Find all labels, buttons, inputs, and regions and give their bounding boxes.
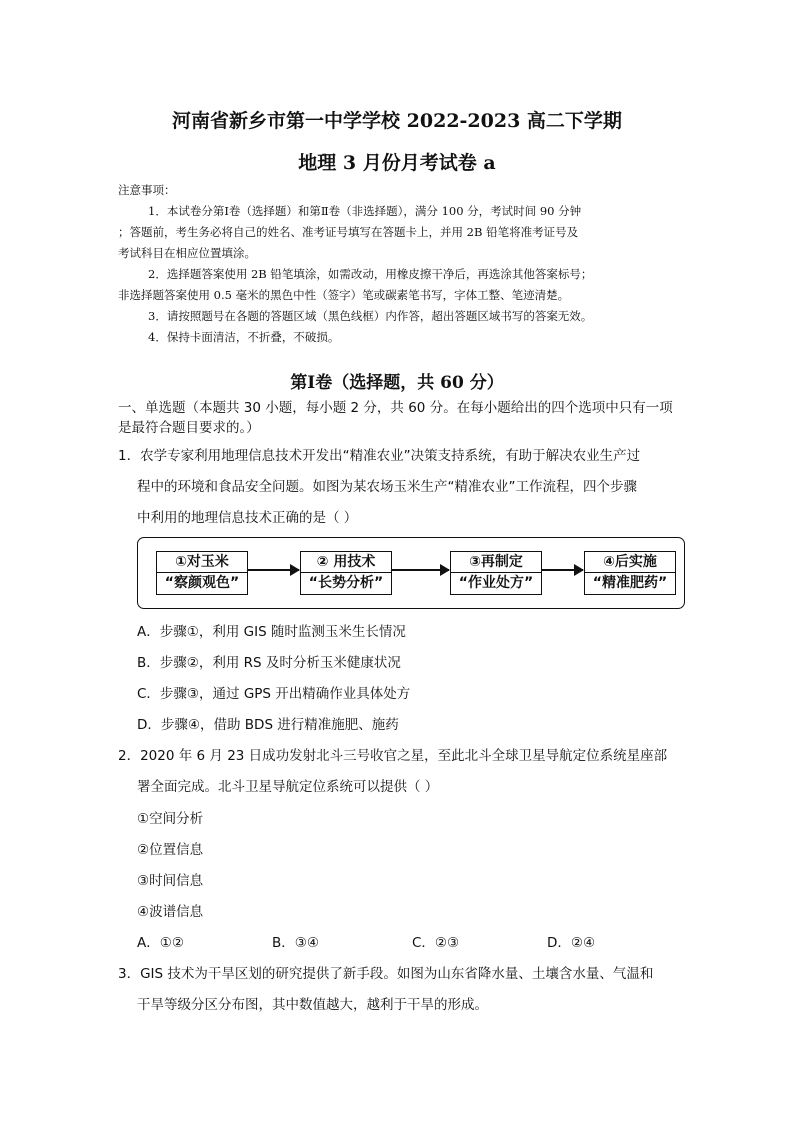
title-line-2: 地理 3 月份月考试卷 a (298, 152, 496, 174)
notes-item-4: 4．保持卡面清洁，不折叠，不破损。 (148, 330, 340, 344)
flow-step-2-bottom: “长势分析” (308, 575, 384, 591)
q2-line-1: 2．2020 年 6 月 23 日成功发射北斗三号收官之星，至此北斗全球卫星导航定位系统星座部 (118, 748, 668, 764)
flow-step-1 (156, 551, 248, 595)
q2-item-1: ①空间分析 (137, 811, 204, 827)
flow-step-3 (450, 551, 542, 595)
q3-line-1: 3．GIS 技术为干旱区划的研究提供了新手段。如图为山东省降水量、土壤含水量、气温和 (118, 966, 654, 982)
section-title: 第Ⅰ卷（选择题，共 60 分） (290, 373, 504, 393)
flow-step-2-top: ② 用技术 (301, 552, 391, 573)
flow-arrow-2 (392, 569, 449, 571)
part1-line-1: 一、单选题（本题共 30 小题，每小题 2 分，共 60 分。在每小题给出的四个选项中只有一项 (118, 400, 673, 416)
q2-option-a: A．①② (137, 935, 184, 951)
notes-item-3: 3．请按照题号在各题的答题区域（黑色线框）内作答，超出答题区域书写的答案无效。 (148, 309, 593, 323)
q1-line-3: 中利用的地理信息技术正确的是（ ） (137, 510, 358, 526)
flow-step-1-bottom: “察颜观色” (164, 575, 240, 591)
notes-item-1c: 考试科目在相应位置填涂。 (118, 246, 256, 260)
q1-line-1: 1．农学专家利用地理信息技术开发出“精准农业”决策支持系统，有助于解决农业生产过 (118, 448, 641, 464)
q2-item-4: ④波谱信息 (137, 904, 204, 920)
flow-step-1-top: ①对玉米 (157, 552, 247, 573)
flow-arrow-3 (542, 569, 583, 571)
q1-line-2: 程中的环境和食品安全问题。如图为某农场玉米生产“精准农业”工作流程，四个步骤 (137, 479, 637, 495)
q3-line-2: 干旱等级分区分布图，其中数值越大，越利于干旱的形成。 (137, 997, 488, 1013)
notes-item-2b: 非选择题答案使用 0.5 毫米的黑色中性（签字）笔或碳素笔书写，字体工整、笔迹清楚。 (118, 288, 570, 302)
q2-item-2: ②位置信息 (137, 842, 204, 858)
notes-block (118, 180, 690, 348)
flow-step-3-top: ③再制定 (451, 552, 541, 573)
notes-item-2a: 2．选择题答案使用 2B 铅笔填涂，如需改动，用橡皮擦干净后，再选涂其他答案标号； (148, 267, 593, 281)
q2-item-3: ③时间信息 (137, 873, 204, 889)
flow-step-3-bottom: “作业处方” (458, 575, 534, 591)
part1-line-2: 是最符合题目要求的。） (118, 420, 260, 436)
flow-diagram (137, 537, 685, 609)
q2-line-2: 署全面完成。北斗卫星导航定位系统可以提供（ ） (137, 779, 439, 795)
notes-item-1a: 1．本试卷分第Ⅰ卷（选择题）和第Ⅱ卷（非选择题），满分 100 分，考试时间 90 分钟 (148, 204, 582, 218)
q2-option-b: B．③④ (272, 935, 319, 951)
title-line-1: 河南省新乡市第一中学学校 2022-2023 高二下学期 (172, 110, 622, 132)
q1-option-a: A．步骤①，利用 GIS 随时监测玉米生长情况 (137, 624, 406, 640)
q2-option-c: C．②③ (412, 935, 460, 951)
q1-option-b: B．步骤②，利用 RS 及时分析玉米健康状况 (137, 655, 401, 671)
flow-step-2 (300, 551, 392, 595)
flow-step-4-top: ④后实施 (585, 552, 675, 573)
flow-step-4-bottom: “精准肥药” (592, 575, 668, 591)
flow-arrow-1 (248, 569, 299, 571)
q2-option-d: D．②④ (547, 935, 596, 951)
notes-heading: 注意事项： (118, 183, 176, 197)
notes-item-1b: ；答题前，考生务必将自己的姓名、准考证号填写在答题卡上，并用 2B 铅笔将准考证号及 (118, 225, 579, 239)
q1-option-c: C．步骤③，通过 GPS 开出精确作业具体处方 (137, 686, 411, 702)
q1-option-d: D．步骤④，借助 BDS 进行精准施肥、施药 (137, 717, 399, 733)
flow-step-4 (584, 551, 676, 595)
